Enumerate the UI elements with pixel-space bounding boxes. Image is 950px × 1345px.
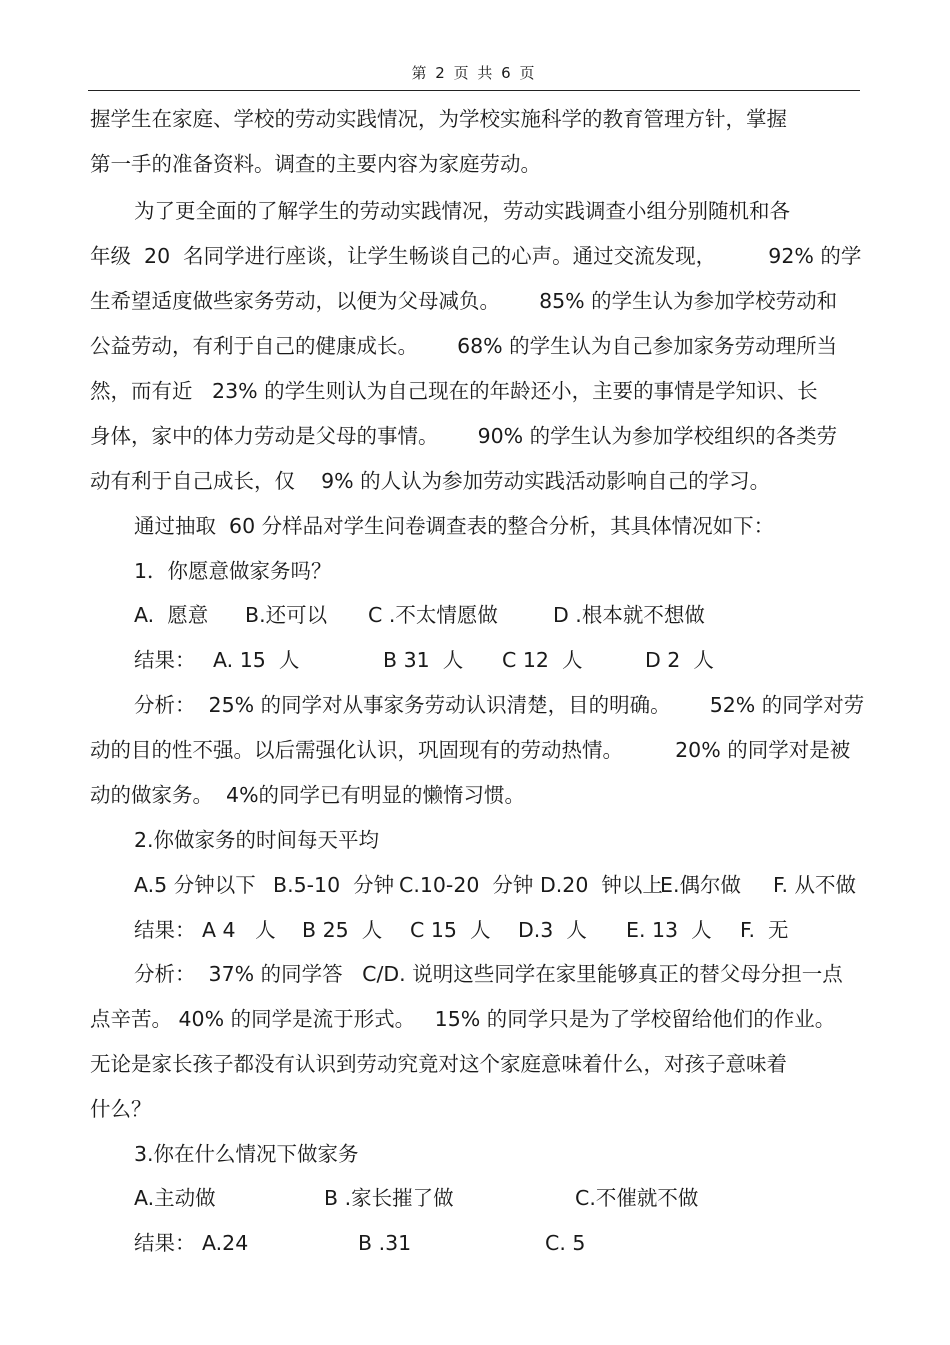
paragraph-line: 通过抽取 60 分样品对学生问卷调查表的整合分析，其具体情况如下：: [134, 514, 775, 538]
q2-option-e: E.偶尔做: [660, 873, 741, 897]
q2-result-b: B 25 人: [302, 918, 383, 942]
question-1: 1．你愿意做家务吗？: [134, 559, 332, 583]
q2-result-a: A 4 人: [202, 918, 276, 942]
q3-option-c: C.不催就不做: [575, 1186, 699, 1210]
q3-result-label: 结果：: [134, 1231, 196, 1255]
paragraph-line: 身体，家中的体力劳动是父母的事情。 90% 的学生认为参加学校组织的各类劳: [90, 424, 838, 448]
q1-result-c: C 12 人: [502, 648, 583, 672]
q3-result-c: C. 5: [545, 1231, 586, 1255]
q3-option-b: B .家长摧了做: [324, 1186, 454, 1210]
q1-result-label: 结果：: [134, 648, 196, 672]
q1-result-d: D 2 人: [645, 648, 714, 672]
q2-option-d: D.20 钟以上: [540, 873, 663, 897]
q2-analysis-line: 什么？: [90, 1097, 152, 1121]
paragraph-line: 为了更全面的了解学生的劳动实践情况，劳动实践调查小组分别随机和各: [134, 199, 790, 223]
q2-result-f: F. 无: [740, 918, 789, 942]
q2-analysis-line: 分析： 37% 的同学答 C/D. 说明这些同学在家里能够真正的替父母分担一点: [134, 962, 843, 986]
q2-result-c: C 15 人: [410, 918, 491, 942]
paragraph-line: 然，而有近 23% 的学生则认为自己现在的年龄还小，主要的事情是学知识、长: [90, 379, 818, 403]
page-header: 第 2 页 共 6 页: [88, 62, 860, 91]
paragraph-line: 第一手的准备资料。调查的主要内容为家庭劳动。: [90, 152, 541, 176]
q3-option-a: A.主动做: [134, 1186, 216, 1210]
paragraph-line: 动有利于自己成长，仅 9% 的人认为参加劳动实践活动影响自己的学习。: [90, 469, 771, 493]
q2-option-c: C.10-20 分钟: [399, 873, 534, 897]
q2-option-a: A.5 分钟以下: [134, 873, 256, 897]
q1-option-a: A. 愿意: [134, 603, 209, 627]
q1-option-b: B.还可以: [245, 603, 328, 627]
q1-analysis-line: 动的目的性不强。以后需强化认识，巩固现有的劳动热情。 20% 的同学对是被: [90, 738, 851, 762]
q1-option-d: D .根本就不想做: [553, 603, 705, 627]
q2-analysis-line: 点辛苦。 40% 的同学是流于形式。 15% 的同学只是为了学校留给他们的作业。: [90, 1007, 836, 1031]
q2-result-d: D.3 人: [518, 918, 587, 942]
q1-result-a: A. 15 人: [213, 648, 300, 672]
q2-option-f: F. 从不做: [773, 873, 857, 897]
q3-result-a: A.24: [202, 1231, 249, 1255]
question-3: 3.你在什么情况下做家务: [134, 1142, 359, 1166]
paragraph-line: 生希望适度做些家务劳动，以便为父母减负。 85% 的学生认为参加学校劳动和: [90, 289, 838, 313]
q3-result-b: B .31: [358, 1231, 412, 1255]
paragraph-line: 年级 20 名同学进行座谈，让学生畅谈自己的心声。通过交流发现， 92% 的学: [90, 244, 862, 268]
q2-analysis-line: 无论是家长孩子都没有认识到劳动究竟对这个家庭意味着什么，对孩子意味着: [90, 1052, 787, 1076]
paragraph-line: 公益劳动，有利于自己的健康成长。 68% 的学生认为自己参加家务劳动理所当: [90, 334, 838, 358]
q2-option-b: B.5-10 分钟: [273, 873, 395, 897]
q2-result-label: 结果：: [134, 918, 196, 942]
q2-result-e: E. 13 人: [626, 918, 712, 942]
q1-option-c: C .不太情愿做: [368, 603, 498, 627]
question-2: 2.你做家务的时间每天平均: [134, 828, 380, 852]
q1-analysis-line: 动的做家务。 4%的同学已有明显的懒惰习惯。: [90, 783, 526, 807]
paragraph-line: 握学生在家庭、学校的劳动实践情况，为学校实施科学的教育管理方针，掌握: [90, 107, 787, 131]
q1-analysis-line: 分析： 25% 的同学对从事家务劳动认识清楚，目的明确。 52% 的同学对劳: [134, 693, 865, 717]
q1-result-b: B 31 人: [383, 648, 464, 672]
